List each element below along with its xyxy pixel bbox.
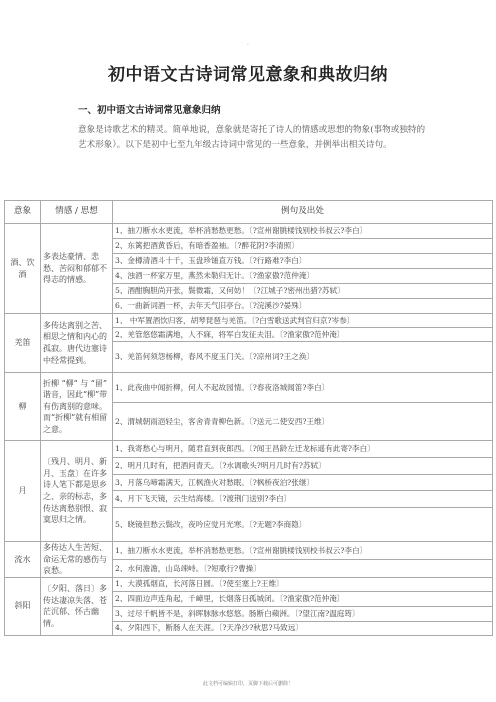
example-cell: 6、一曲新词酒一杯，去年天气旧亭台。〔?浣溪沙?晏殊〕 xyxy=(113,299,493,314)
header-image: 意象 xyxy=(5,201,41,224)
document-title: 初中语文古诗词常见意象和典故归纳 xyxy=(108,65,388,85)
image-cell: 羌笛 xyxy=(5,314,41,373)
example-cell: 4、月下飞天镜，云生结海楼。〔?渡荆门送别?李白〕 xyxy=(113,491,493,508)
header-emotion: 情感 / 思想 xyxy=(41,201,113,224)
emotion-cell: 多传达人生苦短、命运无常的感伤与哀愁。 xyxy=(41,542,113,578)
example-cell: 1、我寄愁心与明月，随君直到夜郎西。〔?闻王昌龄左迁龙标遥有此寄?李白〕 xyxy=(113,441,493,458)
example-cell: 5、酒酣胸胆尚开张，鬓微霜，又何妨！〔?江城子?密州出猎?苏轼〕 xyxy=(113,284,493,299)
example-cell: 2、渭城朝雨浥轻尘，客舍青青柳色新。〔?送元二使安西?王维〕 xyxy=(113,403,493,441)
example-cell: 1、 中军置酒饮归客，胡琴琵琶与羌笛。〔?白雪歌送武判官归京?岑参〕 xyxy=(113,314,493,328)
intro-paragraph: 意象是诗歌艺术的精灵。简单地说，意象就是寄托了诗人的情感或思想的物象(事物或独特的艺术形象）。以下是初中七至九年级古诗词中常见的一些意象，并例举出相关诗句。 xyxy=(78,125,426,150)
table-row xyxy=(5,577,493,591)
table-header-row xyxy=(5,201,493,224)
example-cell: 1、抽刀断水水更流，举杯消愁愁更愁。〔?宣州谢朓楼饯别校书叔云?李白〕 xyxy=(113,542,493,560)
emotion-cell: 多表达豪情、悲愁、苦闷和郁郁不得志的情感。 xyxy=(41,224,113,314)
example-cell: 3、羌笛何须怨杨柳，春风不度玉门关。〔?凉州词?王之涣〕 xyxy=(113,342,493,373)
example-cell: 4、夕阳西下，断肠人在天涯。〔?天净沙?秋思?马致远〕 xyxy=(113,621,493,635)
table-row xyxy=(5,224,493,239)
header-example: 例句及出处 xyxy=(113,201,493,224)
emotion-cell: 折柳 “柳” 与 “留” 谐音，因此“柳”带有伤离别的意味。而“折柳”就有相留之意。 xyxy=(41,373,113,441)
table-row xyxy=(5,542,493,560)
image-cell: 斜阳 xyxy=(5,577,41,635)
example-cell: 2、水何澹澹，山岛竦峙。〔?短歌行?曹操〕 xyxy=(113,560,493,577)
example-cell: 3、月落乌啼霜满天，江枫渔火对愁眠。〔?枫桥夜泊?张继〕 xyxy=(113,475,493,491)
example-cell: 3、金樽清酒斗十千，玉盘珍馐直万钱。〔?行路难?李白〕 xyxy=(113,254,493,269)
example-cell: 3、过尽千帆皆不是，斜晖脉脉水悠悠。肠断白蘋洲。〔?望江南?温庭筠〕 xyxy=(113,606,493,621)
table-row xyxy=(5,314,493,328)
example-cell: 2、羌管悠悠霜满地，人不寐，将军白发征夫泪。〔?渔家傲?范仲淹〕 xyxy=(113,328,493,342)
table-row xyxy=(5,441,493,458)
imagery-table xyxy=(4,200,493,636)
header-dot: . xyxy=(247,40,249,47)
example-cell: 4、浊酒一杯家万里，燕然未勒归无计。〔?渔家傲?范仲淹〕 xyxy=(113,269,493,284)
example-cell: 1、此夜曲中闻折柳，何人不起故园情。〔?春夜洛城闻笛?李白〕 xyxy=(113,373,493,403)
example-cell: 1、大漠孤烟直，长河落日圆。〔?使至塞上?王维〕 xyxy=(113,577,493,591)
emotion-cell: 〔夕阳、落日〕多传达凄凉失落、苍茫沉郁、怀古幽情。 xyxy=(41,577,113,635)
footer-note: 此文档可编辑打印，页脚下载后可删除！ xyxy=(202,681,293,687)
section-heading: 一、初中语文古诗词常见意象归纳 xyxy=(78,105,221,116)
table-body xyxy=(5,224,493,636)
example-cell: 5、晓镜但愁云鬓改，夜吟应觉月光寒。〔?无题?李商隐〕 xyxy=(113,508,493,542)
emotion-cell: 〔残月、明月、新月、玉盘〕在许多诗人笔下都是思乡之、亲的标志，多传达离愁别恨、寂寞思归之情。 xyxy=(41,441,113,542)
example-cell: 2、明月几时有，把酒问青天。〔?水调歌头?明月几时有?苏轼〕 xyxy=(113,458,493,475)
table-row xyxy=(5,373,493,403)
example-cell: 2、东篱把酒黄昏后，有暗香盈袖。〔?醉花阴?李清照〕 xyxy=(113,239,493,254)
emotion-cell: 多传达离别之苦、相思之情和内心的孤寂。唐代边塞诗中经常提到。 xyxy=(41,314,113,373)
image-cell: 柳 xyxy=(5,373,41,441)
image-cell: 流水 xyxy=(5,542,41,578)
image-cell: 酒、饮酒 xyxy=(5,224,41,314)
example-cell: 1、抽刀断水水更流，举杯消愁愁更愁。〔?宣州谢朓楼饯别校书叔云?李白〕 xyxy=(113,224,493,239)
example-cell: 2、四面边声连角起，千嶂里，长烟落日孤城闭。〔?渔家傲?范仲淹〕 xyxy=(113,591,493,606)
image-cell: 月 xyxy=(5,441,41,542)
